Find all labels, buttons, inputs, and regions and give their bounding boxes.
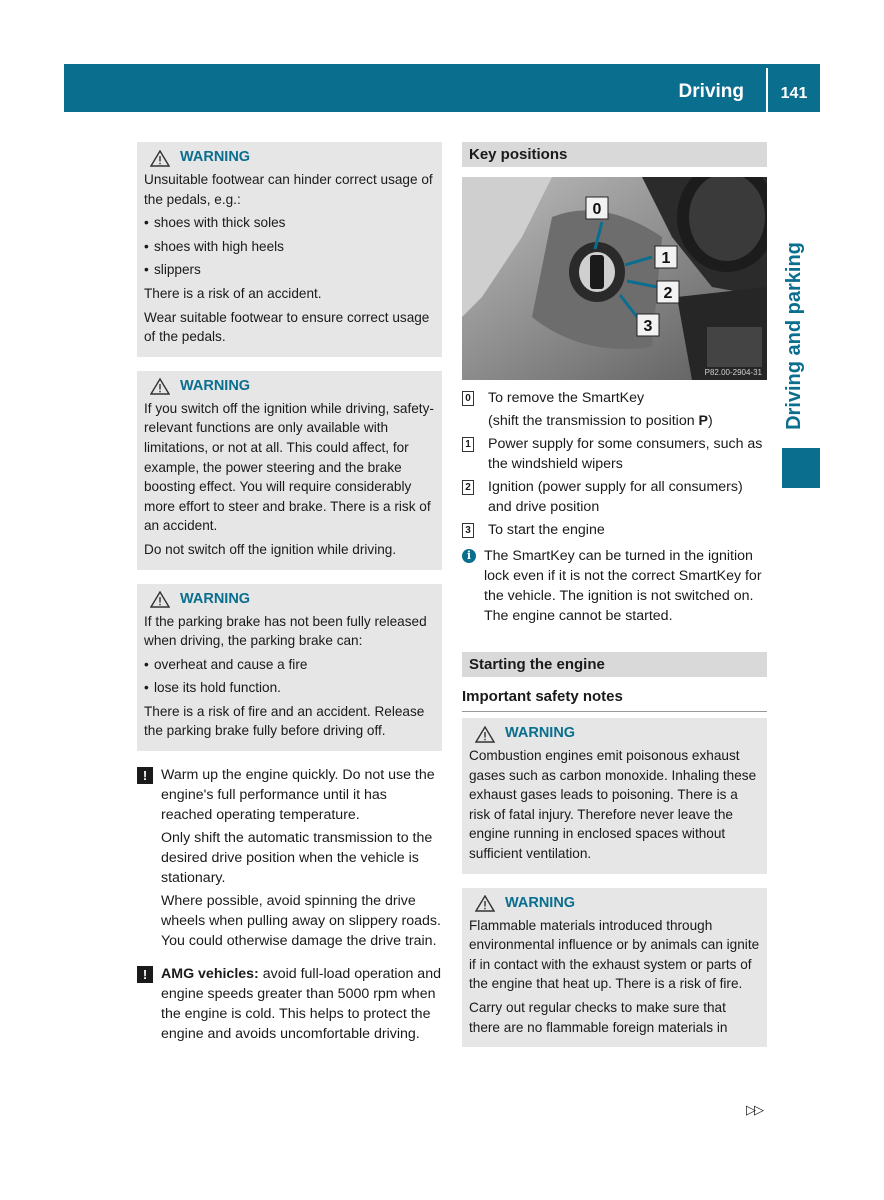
warning-text: Combustion engines emit poisonous exhaust gases such as carbon monoxide. Inhaling these exhaust gases leads to poisoning. There is a risk of fatal injury. Therefore never leave the engine running in enclosed spaces without sufficient ventilation. — [469, 748, 757, 861]
position-number: 0 — [462, 391, 474, 406]
warning-advice: Do not switch off the ignition while driving. — [144, 541, 397, 557]
note-text: Warm up the engine quickly. Do not use the engine's full performance until it has reached operating temperature. — [161, 767, 435, 824]
warning-ignition — [137, 371, 442, 570]
info-text: The SmartKey can be turned in the ignition lock even if it is not the correct SmartKey for the vehicle. The ignition is not switched on. The engine cannot be started. — [484, 548, 762, 624]
warning-title: WARNING — [180, 590, 251, 607]
position-number: 2 — [462, 480, 474, 495]
warning-header — [469, 892, 760, 916]
section-title: Driving — [678, 81, 744, 102]
warning-title: WARNING — [180, 149, 251, 166]
position-text: To remove the SmartKey (shift the transmission to position P) — [488, 390, 713, 429]
bullet-list — [144, 655, 435, 698]
list-item: • slippers — [144, 260, 435, 280]
list-item — [462, 520, 767, 540]
note-text: AMG vehicles: avoid full-load operation and engine speeds greater than 5000 rpm when the engine is cold. This helps to protect the engine and avoids uncomfortable driving. — [161, 966, 441, 1043]
section-heading-key-positions: Key positions — [462, 142, 767, 167]
list-item: • lose its hold function. — [144, 678, 435, 698]
note-amg — [137, 964, 442, 1047]
exclamation-icon: ! — [137, 966, 153, 983]
chapter-tab-label: Driving and parking — [783, 242, 805, 430]
page-header — [64, 64, 820, 112]
chapter-tab — [779, 230, 809, 442]
warning-advice: Carry out regular checks to make sure that there are no flammable foreign materials in — [469, 999, 728, 1035]
warning-triangle-icon — [150, 150, 170, 167]
position-text: To start the engine — [488, 522, 605, 538]
position-text: Power supply for some consumers, such as the windshield wipers — [488, 436, 763, 472]
section-heading-starting: Starting the engine — [462, 652, 767, 677]
warning-text: If the parking brake has not been fully released when driving, the parking brake can: — [144, 613, 427, 649]
position-number: 1 — [462, 437, 474, 452]
left-column — [137, 142, 442, 1057]
list-item: • overheat and cause a fire — [144, 655, 435, 675]
photo-label-2: 2 — [663, 285, 673, 302]
note-body — [152, 964, 442, 1047]
continued-arrow-icon: ▷▷ — [746, 1102, 762, 1117]
warning-risk: There is a risk of an accident. — [144, 285, 322, 301]
list-item: • shoes with high heels — [144, 237, 435, 257]
warning-header — [144, 375, 435, 399]
warning-advice: Wear suitable footwear to ensure correct usage of the pedals. — [144, 309, 430, 345]
warning-parking-brake — [137, 584, 442, 752]
warning-header — [144, 588, 435, 612]
warning-title: WARNING — [505, 725, 576, 742]
photo-label-1: 1 — [661, 250, 671, 267]
exclamation-icon: ! — [137, 767, 153, 784]
warning-text: If you switch off the ignition while driving, safety-relevant functions are only available with limitations, or not at all. This could affect, for example, the power steering and the brake boosting effect. You will require considerably more effort to steer and brake. There is a risk of an accident. — [144, 400, 434, 534]
list-item — [462, 434, 767, 474]
list-item: • shoes with thick soles — [144, 213, 435, 233]
page-number: 141 — [780, 85, 808, 102]
right-column — [462, 142, 767, 1047]
warning-footwear — [137, 142, 442, 357]
warning-text: Unsuitable footwear can hinder correct usage of the pedals, e.g.: — [144, 172, 433, 207]
info-icon: i — [462, 549, 476, 563]
warning-exhaust — [462, 718, 767, 874]
photo-label-3: 3 — [643, 318, 653, 335]
warning-triangle-icon — [475, 895, 495, 912]
photo-code: P82.00-2904-31 — [704, 368, 762, 377]
warning-flammable — [462, 888, 767, 1048]
note-warm-up — [137, 765, 442, 954]
warning-text: Flammable materials introduced through environmental influence or by animals can ignite if in contact with the exhaust system or parts of the engine that heat up. There is a risk of fire. — [469, 917, 760, 992]
warning-triangle-icon — [150, 378, 170, 395]
list-item — [462, 477, 767, 517]
position-text: Ignition (power supply for all consumers) and drive position — [488, 479, 743, 515]
bullet-list — [144, 213, 435, 280]
chapter-tab-marker — [782, 448, 820, 488]
warning-title: WARNING — [180, 377, 251, 394]
ignition-lock-photo — [462, 177, 767, 380]
warning-title: WARNING — [505, 894, 576, 911]
warning-header — [469, 722, 760, 746]
note-bold-label: AMG vehicles: — [161, 966, 259, 983]
photo-label-0: 0 — [592, 201, 602, 218]
warning-header — [144, 146, 435, 170]
info-note — [462, 546, 767, 626]
warning-risk: There is a risk of fire and an accident. Release the parking brake fully before driving off. — [144, 703, 425, 739]
ignition-lock-illustration — [462, 177, 767, 380]
warning-triangle-icon — [475, 726, 495, 743]
list-item — [462, 388, 767, 431]
note-body — [152, 765, 442, 954]
note-text: Where possible, avoid spinning the drive wheels when pulling away on slippery roads. You could otherwise damage the drive train. — [161, 893, 441, 950]
key-position-list — [462, 388, 767, 540]
warning-triangle-icon — [150, 591, 170, 608]
subheading-safety-notes: Important safety notes — [462, 687, 767, 712]
position-number: 3 — [462, 523, 474, 538]
note-text: Only shift the automatic transmission to the desired drive position when the vehicle is stationary. — [161, 830, 433, 887]
